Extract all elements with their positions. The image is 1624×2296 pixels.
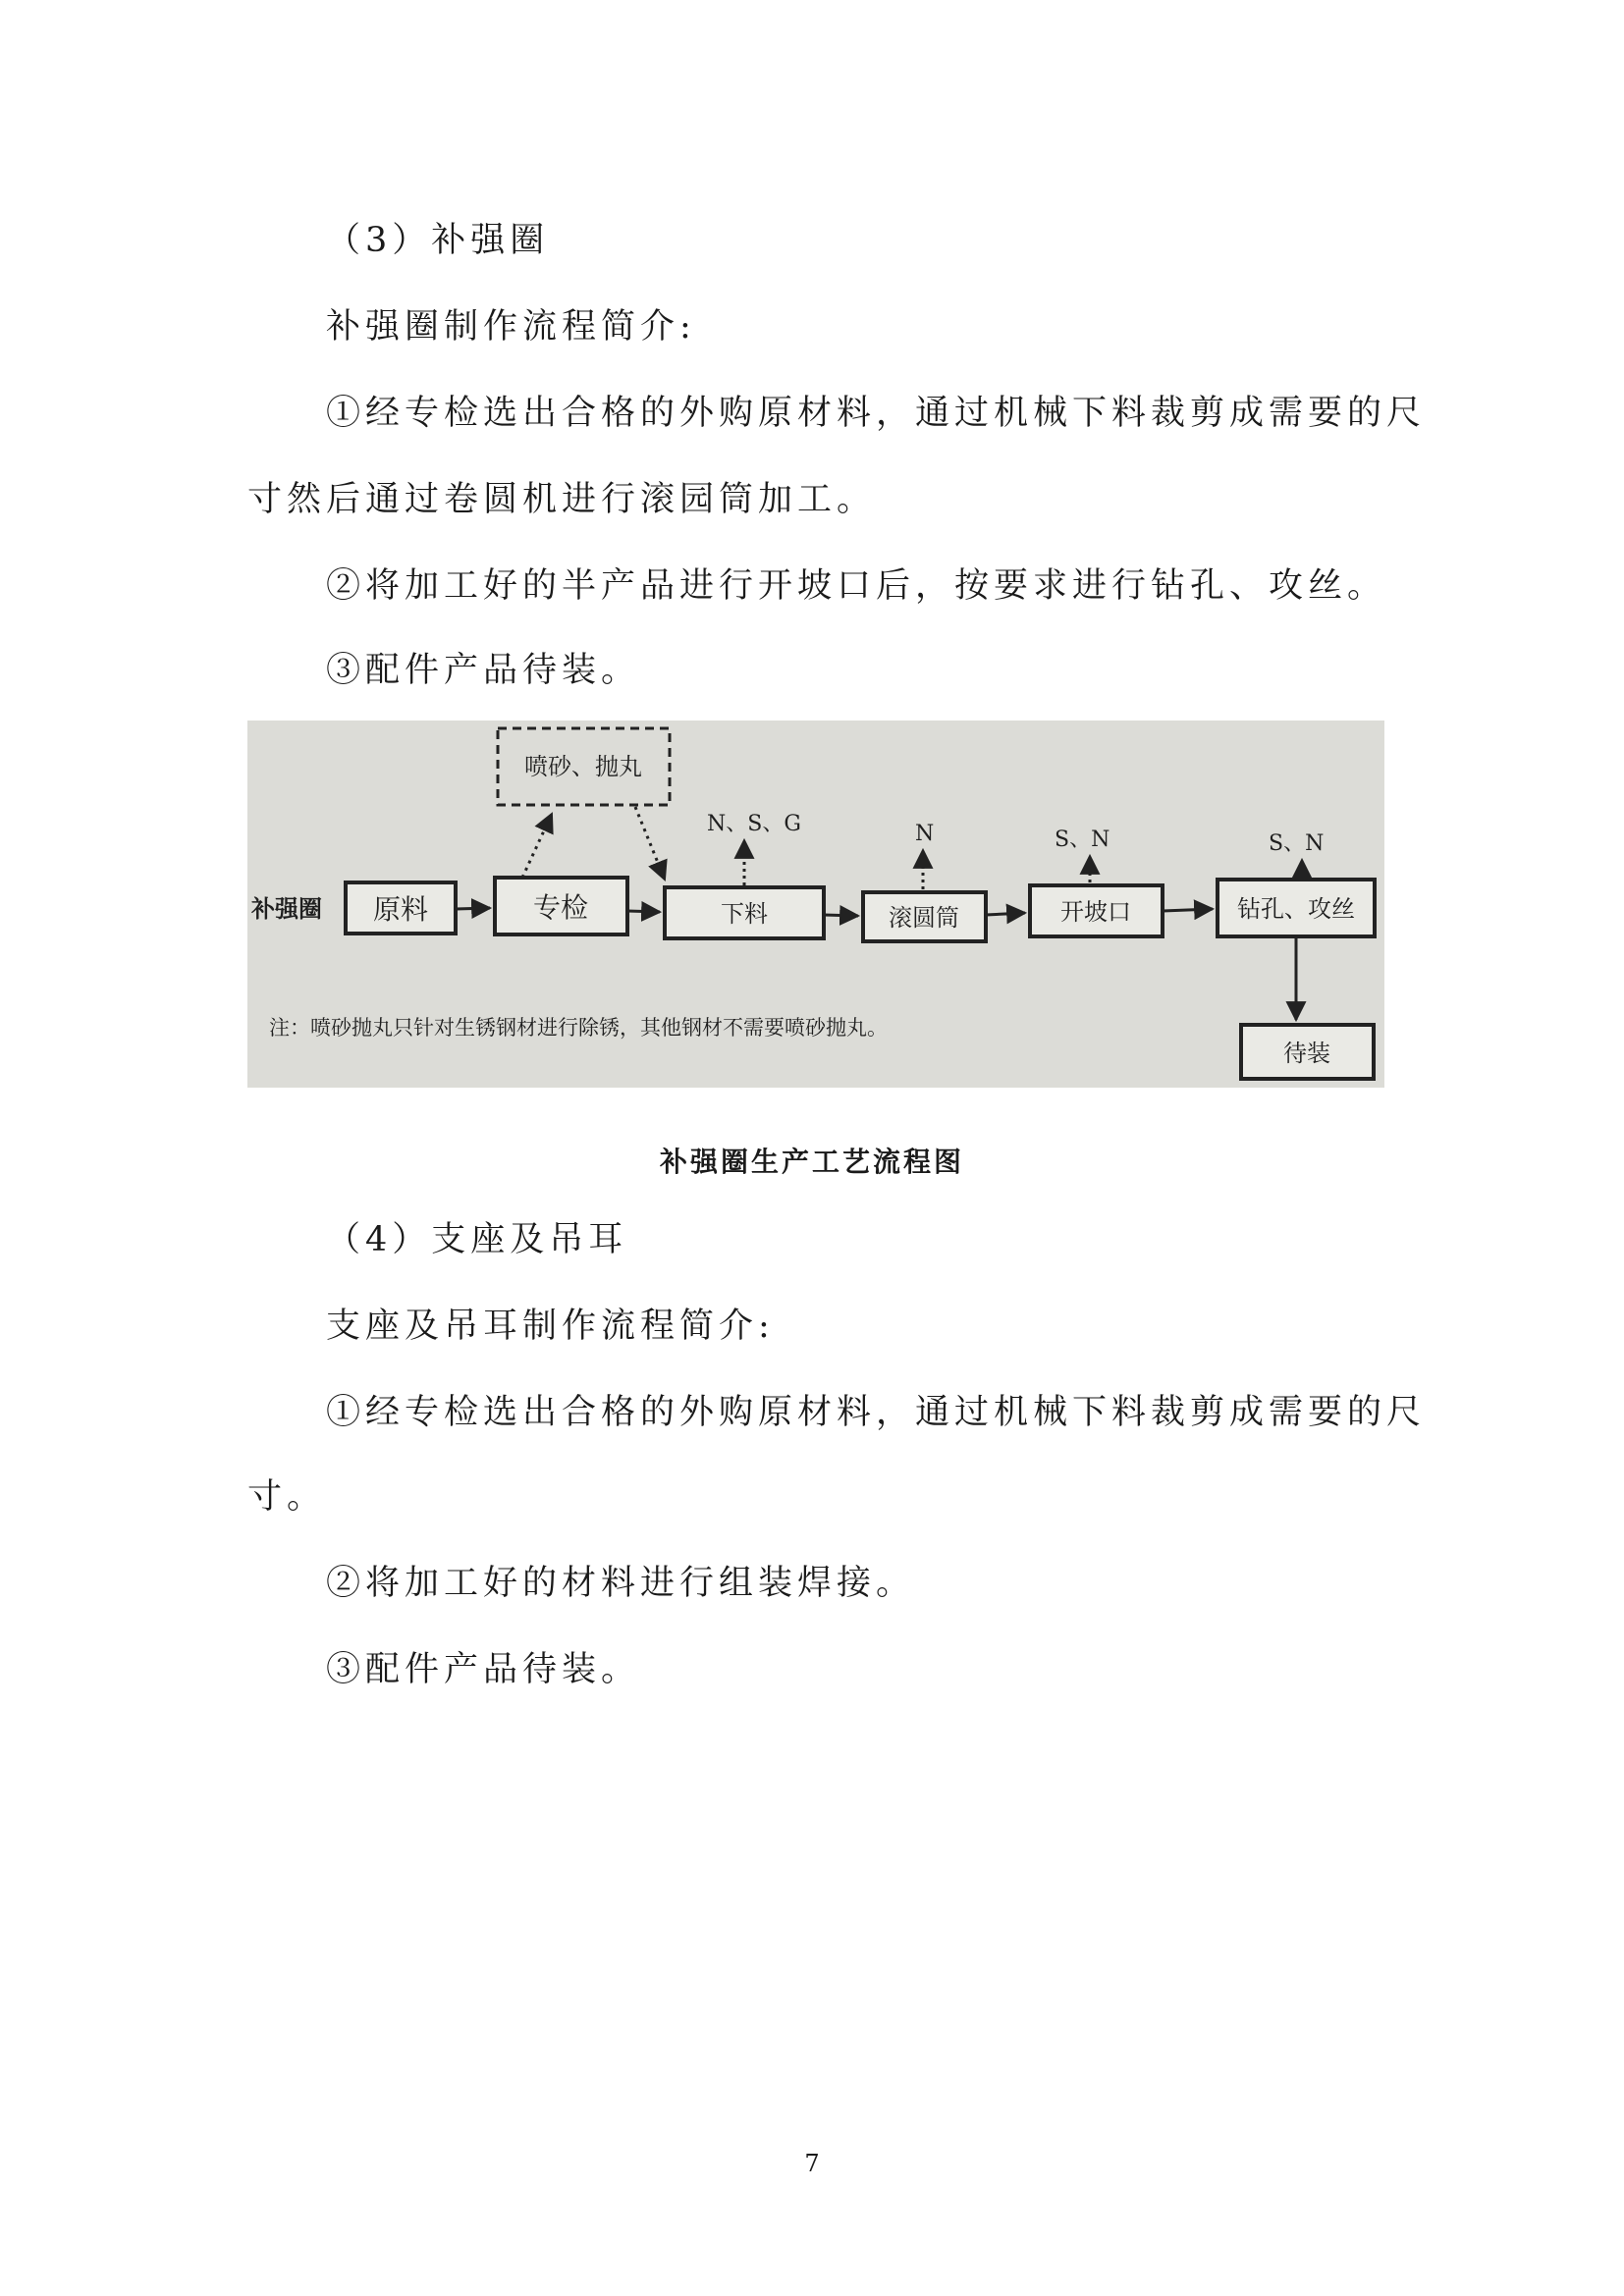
flowchart-svg <box>247 721 1384 1088</box>
emission-label-2: N <box>915 822 935 846</box>
emission-label-3: S、N <box>1055 828 1110 852</box>
step-label-6: 钻孔、攻丝 <box>1237 895 1355 923</box>
section-4-intro: 支座及吊耳制作流程简介: <box>326 1307 775 1346</box>
section-3-step-2: ②将加工好的半产品进行开坡口后，按要求进行钻孔、攻丝。 <box>326 566 1387 606</box>
figure-caption: 补强圈生产工艺流程图 <box>659 1146 964 1178</box>
step-label-optional: 喷砂、抛丸 <box>524 753 642 780</box>
section-4-step-1-line-2: 寸。 <box>247 1477 327 1517</box>
step-label-7: 待装 <box>1283 1040 1330 1067</box>
step-label-4: 滚圆筒 <box>889 904 959 932</box>
figure-note: 注：喷砂抛丸只针对生锈钢材进行除锈，其他钢材不需要喷砂抛丸。 <box>269 1016 888 1040</box>
section-4-step-3: ③配件产品待装。 <box>326 1650 641 1689</box>
flow-arrow-3 <box>824 915 858 916</box>
dotted-arrow-to-blasting <box>522 814 552 878</box>
step-label-2: 专检 <box>532 891 589 924</box>
section-4-step-2: ②将加工好的材料进行组装焊接。 <box>326 1564 916 1603</box>
flow-arrow-4 <box>986 913 1025 915</box>
step-label-1: 原料 <box>372 893 429 926</box>
flow-arrow-1 <box>456 908 490 909</box>
flow-arrow-5 <box>1163 909 1213 911</box>
section-3-step-3: ③配件产品待装。 <box>326 651 641 690</box>
section-3-step-1-line-2: 寸然后通过卷圆机进行滚园筒加工。 <box>247 480 877 519</box>
section-4-step-1-line-1: ①经专检选出合格的外购原材料，通过机械下料裁剪成需要的尺 <box>326 1393 1427 1432</box>
step-label-5: 开坡口 <box>1060 898 1131 926</box>
page-number: 7 <box>804 2150 820 2177</box>
start-label: 补强圈 <box>251 894 322 923</box>
section-3-intro: 补强圈制作流程简介: <box>326 307 696 347</box>
process-flowchart <box>247 721 1384 1088</box>
flow-arrow-2 <box>627 911 660 912</box>
emission-label-1: N、S、G <box>707 812 801 836</box>
step-label-3: 下料 <box>721 900 768 928</box>
section-3-heading: （3）补强圈 <box>326 221 550 260</box>
section-4-heading: （4）支座及吊耳 <box>326 1220 628 1259</box>
section-3-step-1-line-1: ①经专检选出合格的外购原材料，通过机械下料裁剪成需要的尺 <box>326 394 1427 433</box>
emission-label-4: S、N <box>1269 831 1325 856</box>
dotted-arrow-from-blasting <box>635 807 665 880</box>
